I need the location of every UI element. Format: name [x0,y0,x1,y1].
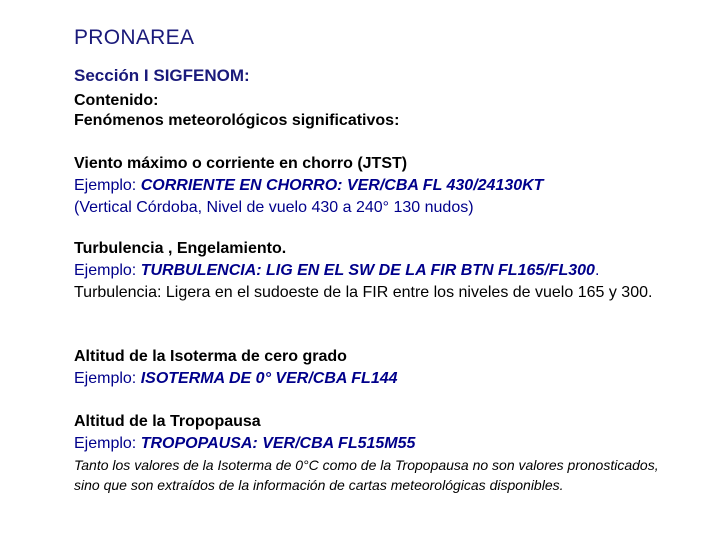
item-example-tropopausa [74,435,415,453]
example-prefix: Ejemplo: [74,177,141,194]
item-description-turbulencia: Turbulencia: Ligera en el sudoeste de la FIR entre los niveles de vuelo 165 y 300. [74,284,653,301]
item-example-turbulencia [74,262,599,280]
footnote: Tanto los valores de la Isoterma de 0°C como de la Tropopausa no son valores pronosticados, sino que son extraídos de la información de cartas meteorológicas disponibles. [74,457,659,493]
example-code: CORRIENTE EN CHORRO: VER/CBA FL 430/24130KT [140,177,544,194]
item-example-isoterma [74,370,398,388]
item-example-jtst [74,177,543,195]
example-prefix: Ejemplo: [74,262,141,279]
item-heading-tropopausa: Altitud de la Tropopausa [74,413,261,430]
item-description-jtst: (Vertical Córdoba, Nivel de vuelo 430 a 240° 130 nudos) [74,199,474,216]
fenomenos-label: Fenómenos meteorológicos significativos: [74,112,400,129]
item-heading-jtst: Viento máximo o corriente en chorro (JTST) [74,155,408,172]
example-prefix: Ejemplo: [74,370,141,387]
contenido-label: Contenido: [74,92,159,109]
example-code: TURBULENCIA: LIG EN EL SW DE LA FIR BTN FL165/FL300 [140,262,595,279]
item-heading-isoterma: Altitud de la Isoterma de cero grado [74,348,347,365]
example-suffix: . [594,262,600,279]
example-code: ISOTERMA DE 0° VER/CBA FL144 [140,370,398,387]
item-heading-turbulencia: Turbulencia , Engelamiento. [74,240,287,257]
example-code: TROPOPAUSA: VER/CBA FL515M55 [140,435,416,452]
page-title: PRONAREA [74,26,195,49]
example-prefix: Ejemplo: [74,435,141,452]
section-title: Sección I SIGFENOM: [74,66,250,85]
